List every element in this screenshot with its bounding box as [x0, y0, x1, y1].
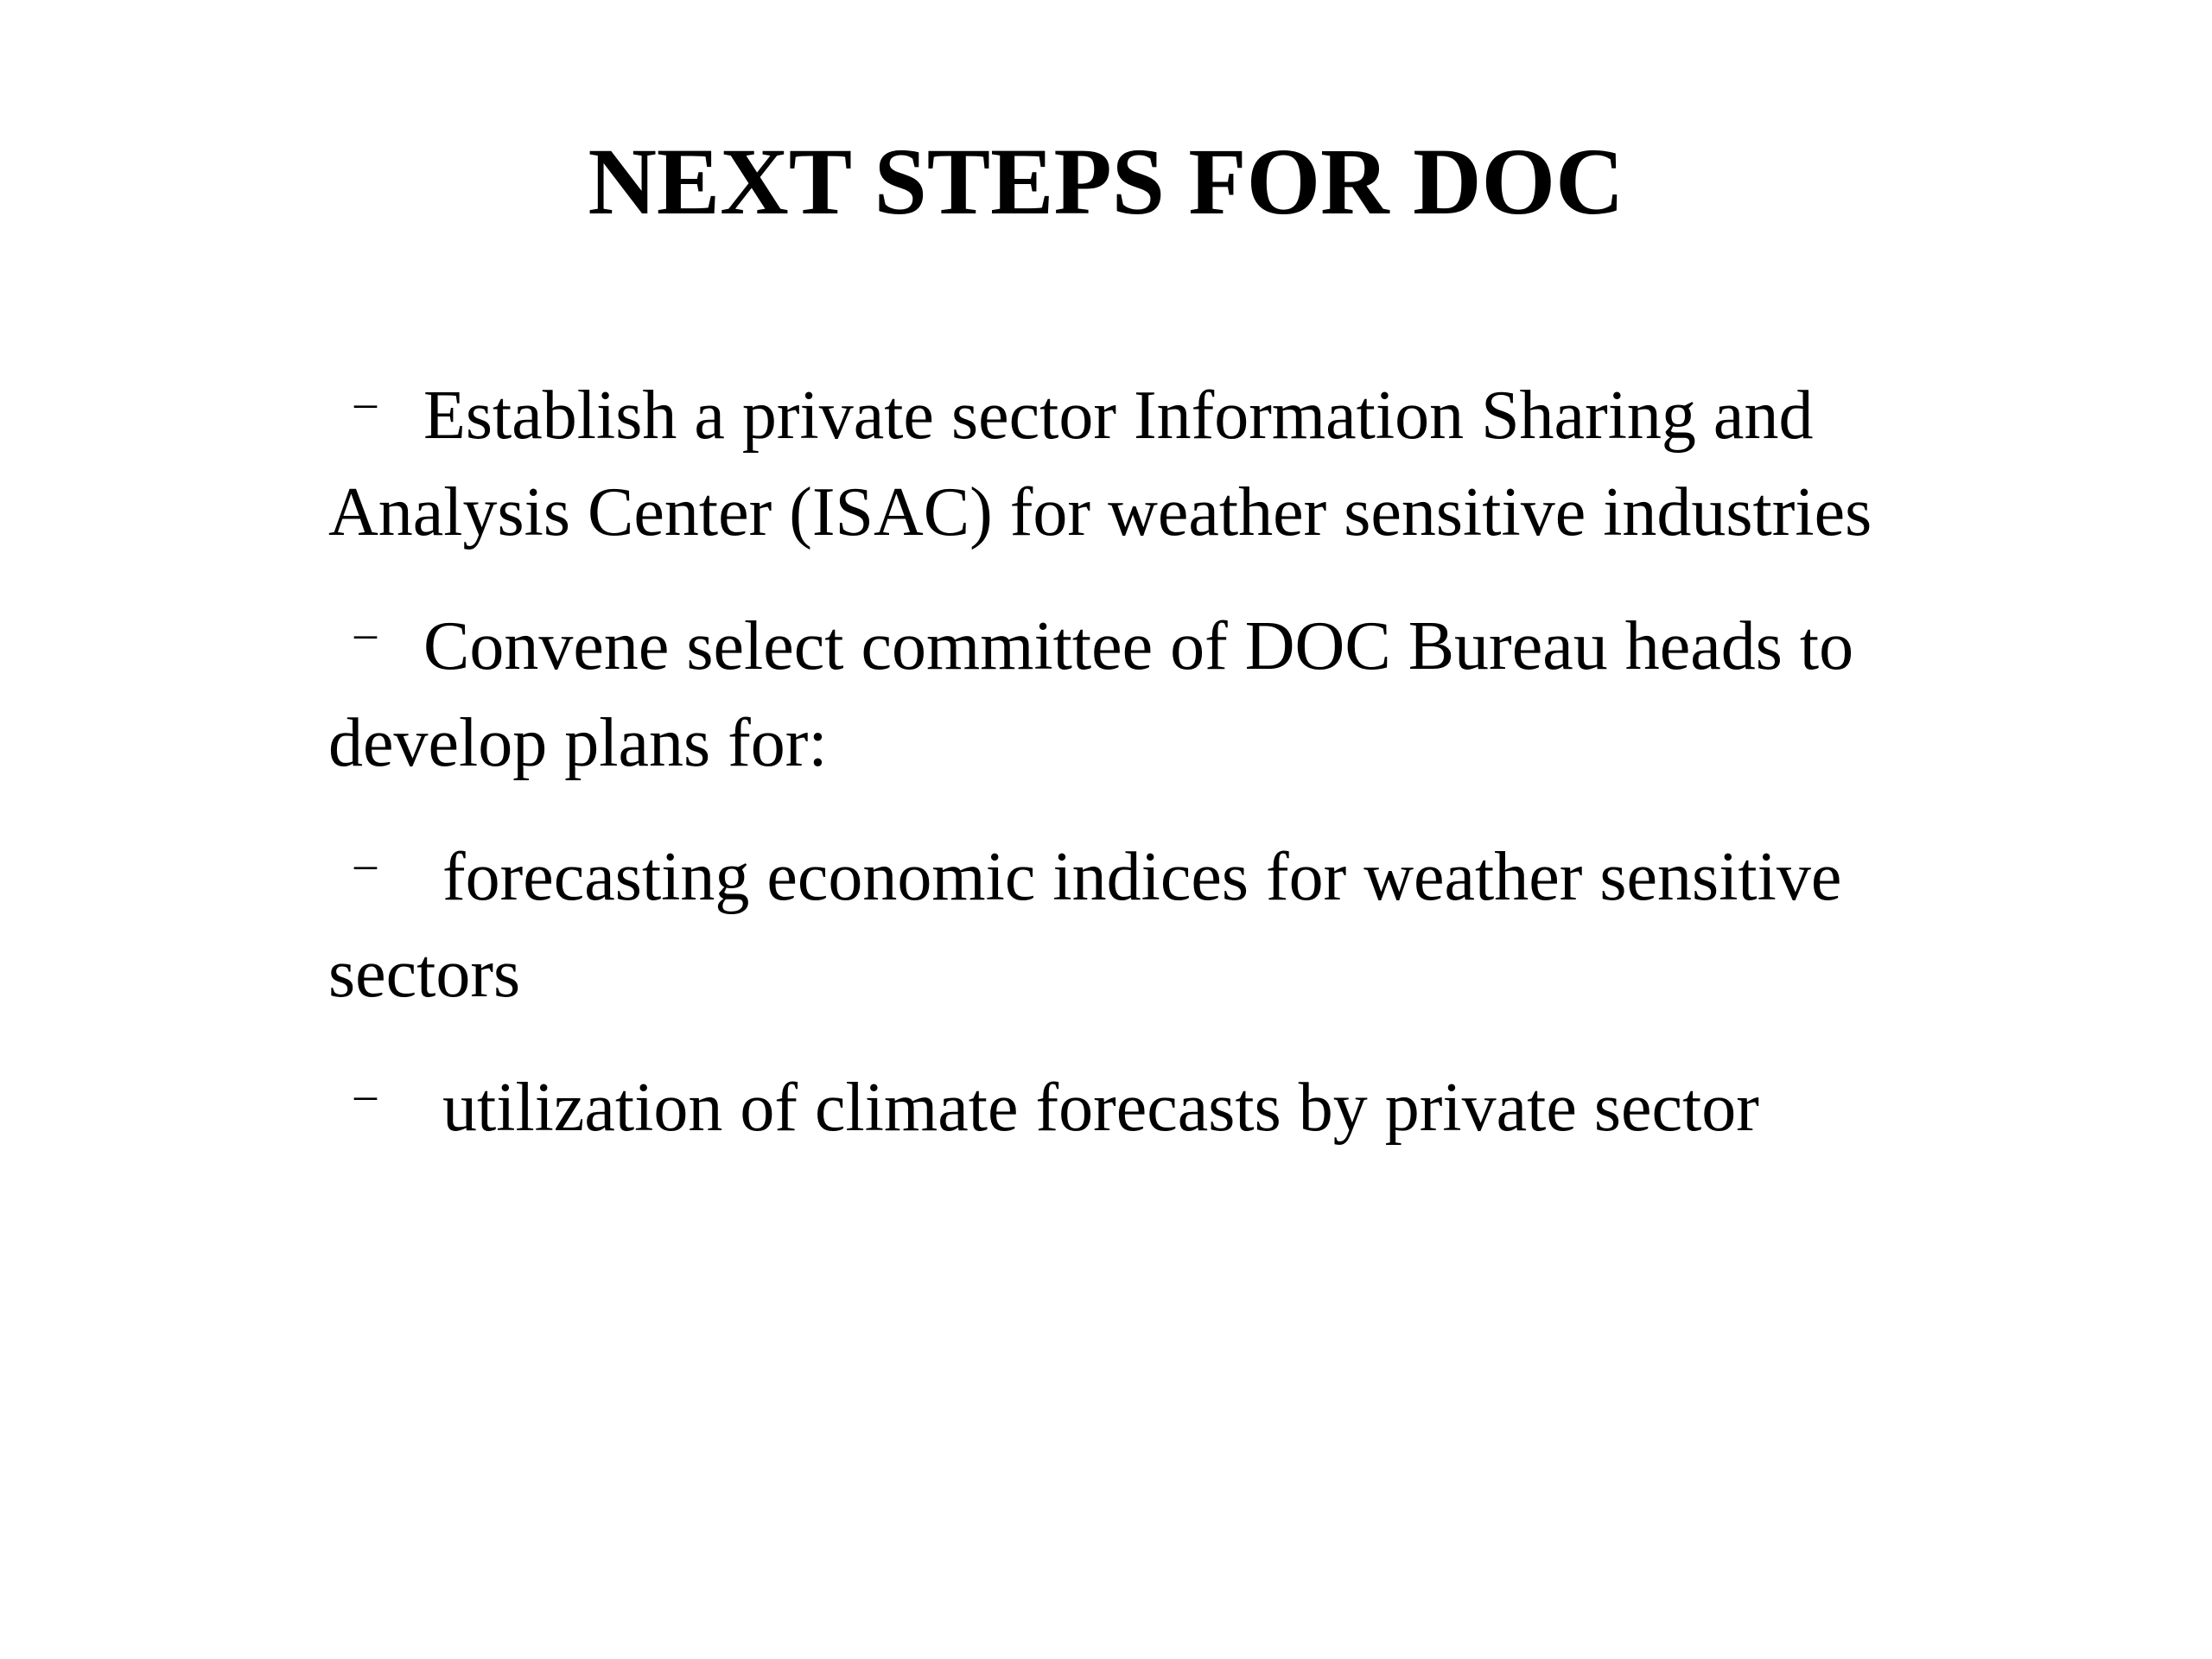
bullet-item-forecasting: [328, 833, 1953, 1019]
bullet-text: Establish a private sector Information Sharing and Analysis Center (ISAC) for weather sensitive industries: [328, 378, 1872, 550]
bullet-item-utilization: [328, 1064, 1953, 1160]
slide-title: NEXT STEPS FOR DOC: [588, 129, 1624, 234]
dash-bullet-icon: –: [354, 378, 377, 428]
dash-bullet-icon: –: [354, 840, 377, 889]
bullet-item-isac: [328, 372, 1953, 557]
bullet-item-committee: [328, 602, 1953, 788]
dash-bullet-icon: –: [354, 609, 377, 658]
dash-bullet-icon: –: [354, 1071, 377, 1120]
bullet-text: utilization of climate forecasts by private sector: [442, 1070, 1759, 1146]
bullet-list: [328, 372, 1953, 1205]
bullet-text: forecasting economic indices for weather sensitive sectors: [328, 839, 1842, 1012]
bullet-text: Convene select committee of DOC Bureau heads to develop plans for:: [328, 608, 1854, 781]
